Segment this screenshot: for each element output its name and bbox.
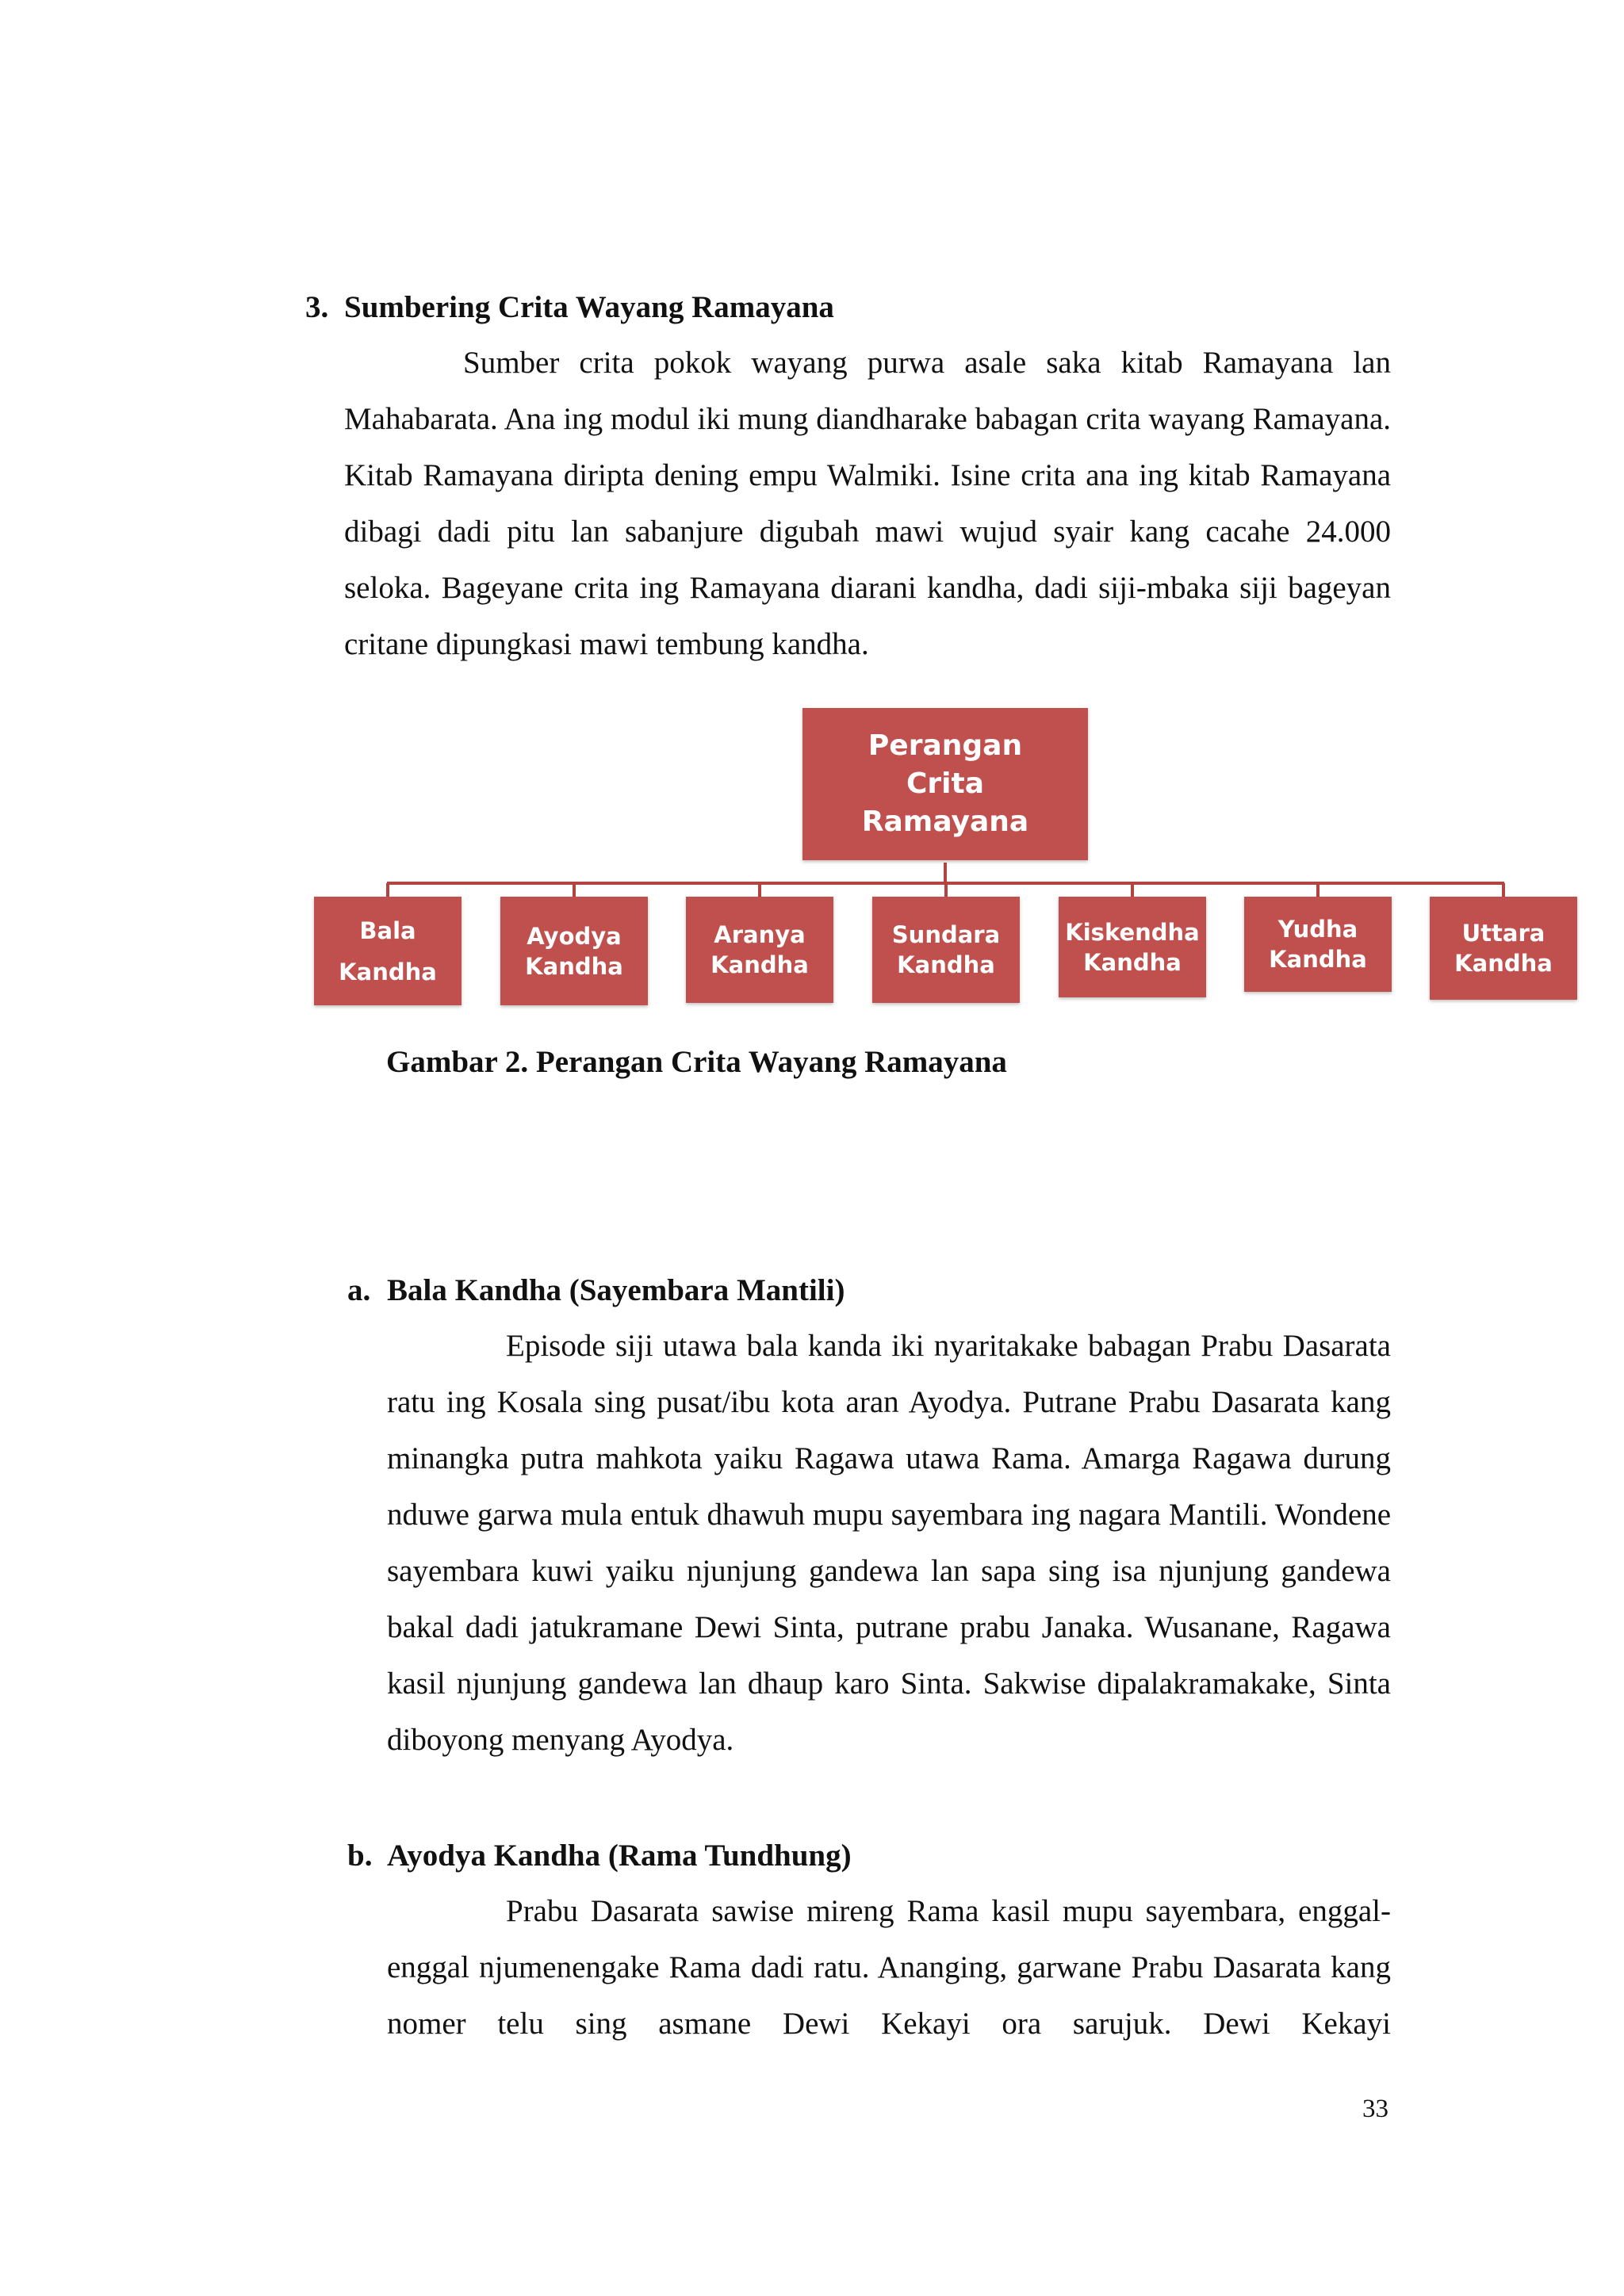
diagram-child-label: Uttara Kandha [1454, 920, 1553, 977]
diagram-child-label: Sundara Kandha [891, 921, 1001, 978]
diagram-child-box [872, 897, 1020, 1003]
diagram-child-box [314, 897, 462, 1005]
diagram-child-label: Aranya Kandha [710, 921, 809, 978]
diagram-child-label: Ayodya Kandha [525, 922, 623, 980]
subsection-title: Bala Kandha (Sayembara Mantili) [387, 1273, 845, 1307]
subsection-marker: b. [347, 1839, 373, 1873]
subsection-a-paragraph: Episode siji utawa bala kanda iki nyaritakake babagan Prabu Dasarata ratu ing Kosala sing pusat/ibu kota aran Ayodya. Putrane Prabu Dasarata kang minangka putra mahkota yaiku Ragawa utawa Rama. Amarga Ragawa durung nduwe garwa mula entuk dhawuh mupu sayembara ing nagara Mantili. Wondene sayembara kuwi yaiku njunjung gandewa lan sapa sing isa njunjung gandewa bakal dadi jatukramane Dewi Sinta, putrane prabu Janaka. Wusanane, Ragawa kasil njunjung gandewa lan dhaup karo Sinta. Sakwise dipalakramakake, Sinta diboyong menyang Ayodya. [387, 1329, 1391, 1757]
diagram-child-label: Kiskendha Kandha [1065, 918, 1200, 976]
section-number: 3. [305, 290, 329, 324]
diagram-root-box [802, 708, 1088, 860]
diagram-child-box [1430, 897, 1577, 1000]
subsection-marker: a. [347, 1273, 371, 1307]
section-title: Sumbering Crita Wayang Ramayana [344, 290, 834, 324]
subsection-title: Ayodya Kandha (Rama Tundhung) [387, 1839, 852, 1873]
diagram-child-label: Bala Kandha [339, 916, 437, 985]
diagram-child-box [1244, 897, 1392, 992]
diagram-child-label: Yudha Kandha [1269, 916, 1367, 973]
section-3-paragraph: Sumber crita pokok wayang purwa asale saka kitab Ramayana lan Mahabarata. Ana ing modul iki mung diandharake babagan crita wayang Ramayana. Kitab Ramayana diripta dening empu Walmiki. Isine crita ana ing kitab Ramayana dibagi dadi pitu lan sabanjure digubah mawi wujud syair kang cacahe 24.000 seloka. Bageyane crita ing Ramayana diarani kandha, dadi siji-mbaka siji bageyan critane dipungkasi mawi tembung kandha. [344, 346, 1391, 661]
diagram-child-box [1059, 897, 1206, 997]
diagram-child-box [500, 897, 648, 1005]
connector-lines [387, 863, 1504, 897]
diagram-root-label: Perangan Crita Ramayana [861, 729, 1029, 838]
subsection-b-paragraph: Prabu Dasarata sawise mireng Rama kasil mupu sayembara, enggal-enggal njumenengake Rama dadi ratu. Ananging, garwane Prabu Dasarata kang nomer telu sing asmane Dewi Kekayi ora sarujuk. Dewi Kekayi [387, 1894, 1391, 2041]
page-number: 33 [1362, 2095, 1388, 2123]
diagram-child-box [686, 897, 833, 1003]
figure-caption: Gambar 2. Perangan Crita Wayang Ramayana [386, 1045, 1007, 1079]
